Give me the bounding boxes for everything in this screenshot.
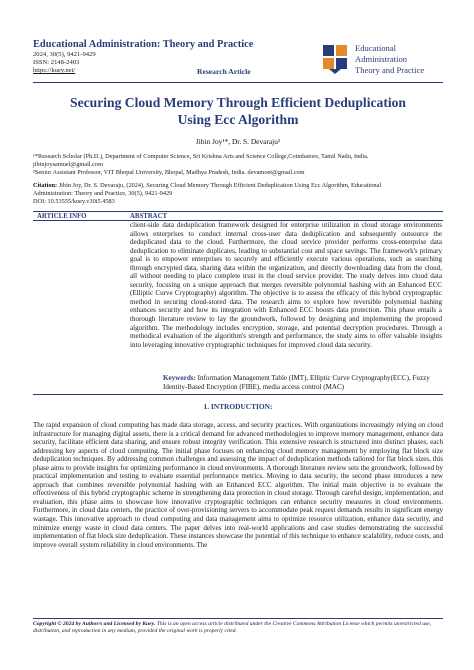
abstract-body bbox=[130, 221, 442, 349]
journal-name: Educational Administration: Theory and Practice bbox=[33, 39, 254, 50]
header-divider bbox=[33, 82, 443, 83]
authors: Jibin Joy¹*, Dr. S. Devaraju² bbox=[195, 137, 281, 146]
journal-url-link[interactable]: https://kuey.net/ bbox=[33, 67, 76, 74]
introduction-body bbox=[33, 421, 443, 549]
logo-text-line3: Theory and Practice bbox=[355, 65, 425, 75]
keywords-label: Keywords: bbox=[163, 374, 196, 382]
paper-title-line1: Securing Cloud Memory Through Efficient Deduplication bbox=[70, 95, 406, 110]
paper-title bbox=[33, 94, 443, 128]
citation-label: Citation: bbox=[33, 182, 58, 189]
info-top-rule bbox=[33, 211, 443, 212]
logo-text-line2: Administration bbox=[355, 54, 408, 64]
journal-logo bbox=[321, 41, 443, 76]
affiliation-1-email: jibinjoysamuel@gmail.com bbox=[33, 161, 103, 168]
abstract-end-rule bbox=[33, 394, 443, 395]
logo-text-line1: Educational bbox=[355, 43, 397, 53]
paper-title-line2: Using Ecc Algorithm bbox=[177, 112, 299, 127]
copyright-notice bbox=[33, 621, 443, 636]
introduction-text: The rapid expansion of cloud computing has made data storage, access, and security practices. With organizations increasingly relying on cloud infrastructure for managing digital assets, there is a critical demand for advanced methodologies to improve memory management, enhance data security, facilitate efficient data sharing, and ensure robust integrity verification. This extensive research is structured into distinct phases, each addressing key aspects of cloud computing. The initial phase focuses on enhancing cloud memory management by employing flat block size deduplication techniques. By addressing common challenges and assessing the impact of deduplication methods tailored for flat block sizes, this phase aims to provide insights for optimizing performance in cloud environments. A thorough literature review sets the groundwork, followed by practical implementation and testing to evaluate essential performance metrics. Moving to data security, the second phase introduces a new approach that combines reversible polynomial hashing with an Enhanced ECC algorithm. The initial main objective is to evaluate the effectiveness of this hybrid cryptographic scheme in strengthening data protection in cloud storage. Through careful design, implementation, and evaluation, this phase aims to showcase how innovative cryptographic techniques can enhance security measures in cloud environments. Furthermore, in cloud data centers, the practice of over-provisioning servers to accommodate peak request demands results in significant energy wastage. This innovative approach to cloud computing and data management aims to optimize resource utilization, enhance data security, and minimize energy waste in cloud data centers. The paper delves into real-world applications and case studies demonstrating the successful implementation of flat block size deduplication. These instances showcase the potential of this technique to enhance scalability, reduce costs, and improve overall system reliability in cloud environments. The bbox=[33, 421, 443, 549]
article-type: Research Article bbox=[197, 67, 251, 76]
copyright-bold: Copyright © 2024 by Author/s and Licensed by Kuey. bbox=[33, 621, 156, 627]
article-info-heading: ARTICLE INFO bbox=[37, 213, 87, 220]
copyright-text: This is an open access article distributed under the Creative Commons Attribution License which permits unrestricted use, distribution, and reproduction in any medium, provided the original work is properly cited. bbox=[33, 621, 432, 635]
journal-issn: ISSN: 2148-2403 bbox=[33, 59, 80, 66]
citation-line2: Administration: Theory and Practice, 30(5), 9421-9429 bbox=[33, 190, 173, 197]
educational-administration-logo-icon bbox=[321, 41, 351, 76]
section-heading-introduction: 1. INTRODUCTION: bbox=[203, 402, 273, 411]
abstract-text: client-side data deduplication framework designed for enterprise utilization in cloud storage environments allows enterprises to conduct internal cross-user data deduplication and subsequently outsource the deduplicated data to the cloud. Furthermore, the cloud service provider performs cross-enterprise data deduplication to eliminate duplicates, leading to substantial cost and space savings. The framework's primary goal is to empower enterprises to securely and efficiently execute various operations, such as searching through encrypted data, sharing data within the organization, and directly downloading data from the cloud, all without needing to place complete trust in the cloud service provider. The study delves into cloud data security, focusing on a unique approach that merges reversible polynomial hashing with an Enhanced ECC (Elliptic Curve Cryptography) algorithm. The objective is to assess the efficacy of this hybrid cryptographic method in securing cloud-stored data. The research aims to explore how reversible polynomial hashing enhances security and how its integration with Enhanced ECC boosts data protection. This phase entails a thorough literature review to lay the groundwork, followed by designing and implementing the proposed algorithm. The methodology includes encryption, storage, and potential decryption procedures. Through a methodical evaluation of the algorithm's strength and performance, the study aims to offer valuable insights into leveraging innovative cryptographic techniques for improved cloud data security. bbox=[130, 221, 442, 349]
abstract-heading: ABSTRACT bbox=[130, 213, 168, 220]
citation-line1 bbox=[33, 182, 381, 189]
affiliation-1: ¹*Research Scholar (Ph.D.), Department of Computer Science, Sri Krishna Arts and Science College,Coimbatore, Tamil Nadu, India. bbox=[33, 153, 369, 160]
footer-divider bbox=[33, 618, 443, 619]
citation-text-1: Jibin Joy, Dr. S. Devaraju, (2024), Securing Cloud Memory Through Efficient Deduplication Using Ecc Algorithm, Educational bbox=[58, 182, 382, 189]
affiliation-2: ²Senior Assistant Professor, VIT Bhopal University, Bhopal, Madhya Pradesh, India. devamoet@gmail.com bbox=[33, 169, 305, 176]
journal-volume: 2024, 30(5), 9421-9429 bbox=[33, 51, 96, 58]
keywords-text: Information Management Table (IMT), Elliptic Curve Cryptography(ECC), Fuzzy Identity-Based Encryption (FIBE), media access control (MAC) bbox=[163, 374, 430, 391]
keywords bbox=[163, 374, 441, 391]
citation-doi: DOI: 10.53555/kuey.v30i5.4583 bbox=[33, 198, 115, 205]
